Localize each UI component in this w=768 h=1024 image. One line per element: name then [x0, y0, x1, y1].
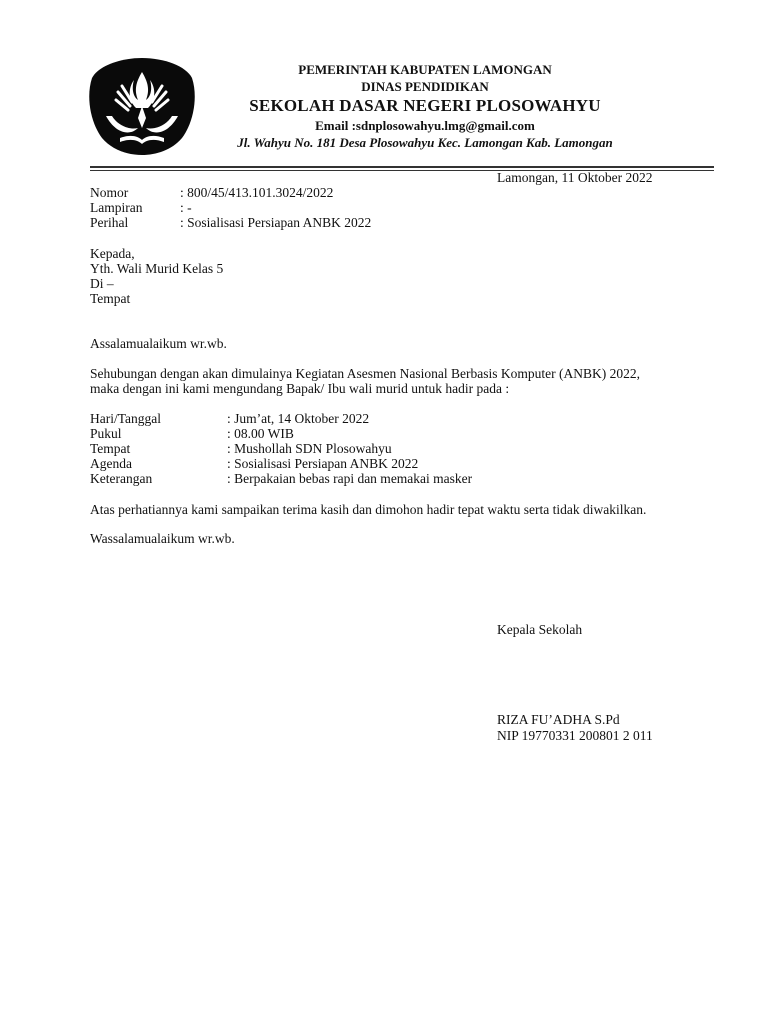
- closing-paragraph: Atas perhatiannya kami sampaikan terima kasih dan dimohon hadir tepat waktu serta tidak diwakilkan.: [90, 502, 647, 517]
- meta-label-nomor: Nomor: [90, 185, 129, 200]
- letterhead-divider-thick: [90, 166, 714, 168]
- recipient-line: Yth. Wali Murid Kelas 5: [90, 261, 224, 276]
- signature-nip: NIP 19770331 200801 2 011: [497, 728, 653, 743]
- signature-title: Kepala Sekolah: [497, 622, 583, 637]
- intro-line: Sehubungan dengan akan dimulainya Kegiatan Asesmen Nasional Berbasis Komputer (ANBK) 2022,: [90, 366, 641, 381]
- detail-value-agenda: : Sosialisasi Persiapan ANBK 2022: [227, 456, 419, 471]
- letter-date: Lamongan, 11 Oktober 2022: [497, 170, 653, 185]
- letterhead-email: Email :sdnplosowahyu.lmg@gmail.com: [315, 118, 535, 133]
- letterhead-government: PEMERINTAH KABUPATEN LAMONGAN: [298, 62, 552, 77]
- letterhead-department: DINAS PENDIDIKAN: [361, 79, 489, 94]
- farewell: Wassalamualaikum wr.wb.: [90, 531, 235, 546]
- detail-label-notes: Keterangan: [90, 471, 153, 486]
- meta-label-perihal: Perihal: [90, 215, 129, 230]
- intro-line: maka dengan ini kami mengundang Bapak/ Ibu wali murid untuk hadir pada :: [90, 381, 510, 396]
- detail-value-date: : Jum’at, 14 Oktober 2022: [227, 411, 370, 426]
- letterhead-school-name: SEKOLAH DASAR NEGERI PLOSOWAHYU: [249, 96, 601, 115]
- detail-value-notes: : Berpakaian bebas rapi dan memakai masker: [227, 471, 473, 486]
- school-emblem-icon: [86, 56, 198, 156]
- meta-value-perihal: : Sosialisasi Persiapan ANBK 2022: [180, 215, 372, 230]
- meta-label-lampiran: Lampiran: [90, 200, 143, 215]
- detail-value-time: : 08.00 WIB: [227, 426, 294, 441]
- detail-label-place: Tempat: [90, 441, 131, 456]
- signature-name: RIZA FU’ADHA S.Pd: [497, 712, 620, 727]
- meta-value-lampiran: : -: [180, 200, 192, 215]
- recipient-line: Kepada,: [90, 246, 135, 261]
- letterhead-address: Jl. Wahyu No. 181 Desa Plosowahyu Kec. Lamongan Kab. Lamongan: [237, 135, 613, 150]
- detail-label-agenda: Agenda: [90, 456, 132, 471]
- detail-value-place: : Mushollah SDN Plosowahyu: [227, 441, 392, 456]
- detail-label-time: Pukul: [90, 426, 122, 441]
- detail-label-date: Hari/Tanggal: [90, 411, 162, 426]
- recipient-line: Tempat: [90, 291, 131, 306]
- greeting: Assalamualaikum wr.wb.: [90, 336, 227, 351]
- recipient-line: Di –: [90, 276, 114, 291]
- meta-value-nomor: : 800/45/413.101.3024/2022: [180, 185, 334, 200]
